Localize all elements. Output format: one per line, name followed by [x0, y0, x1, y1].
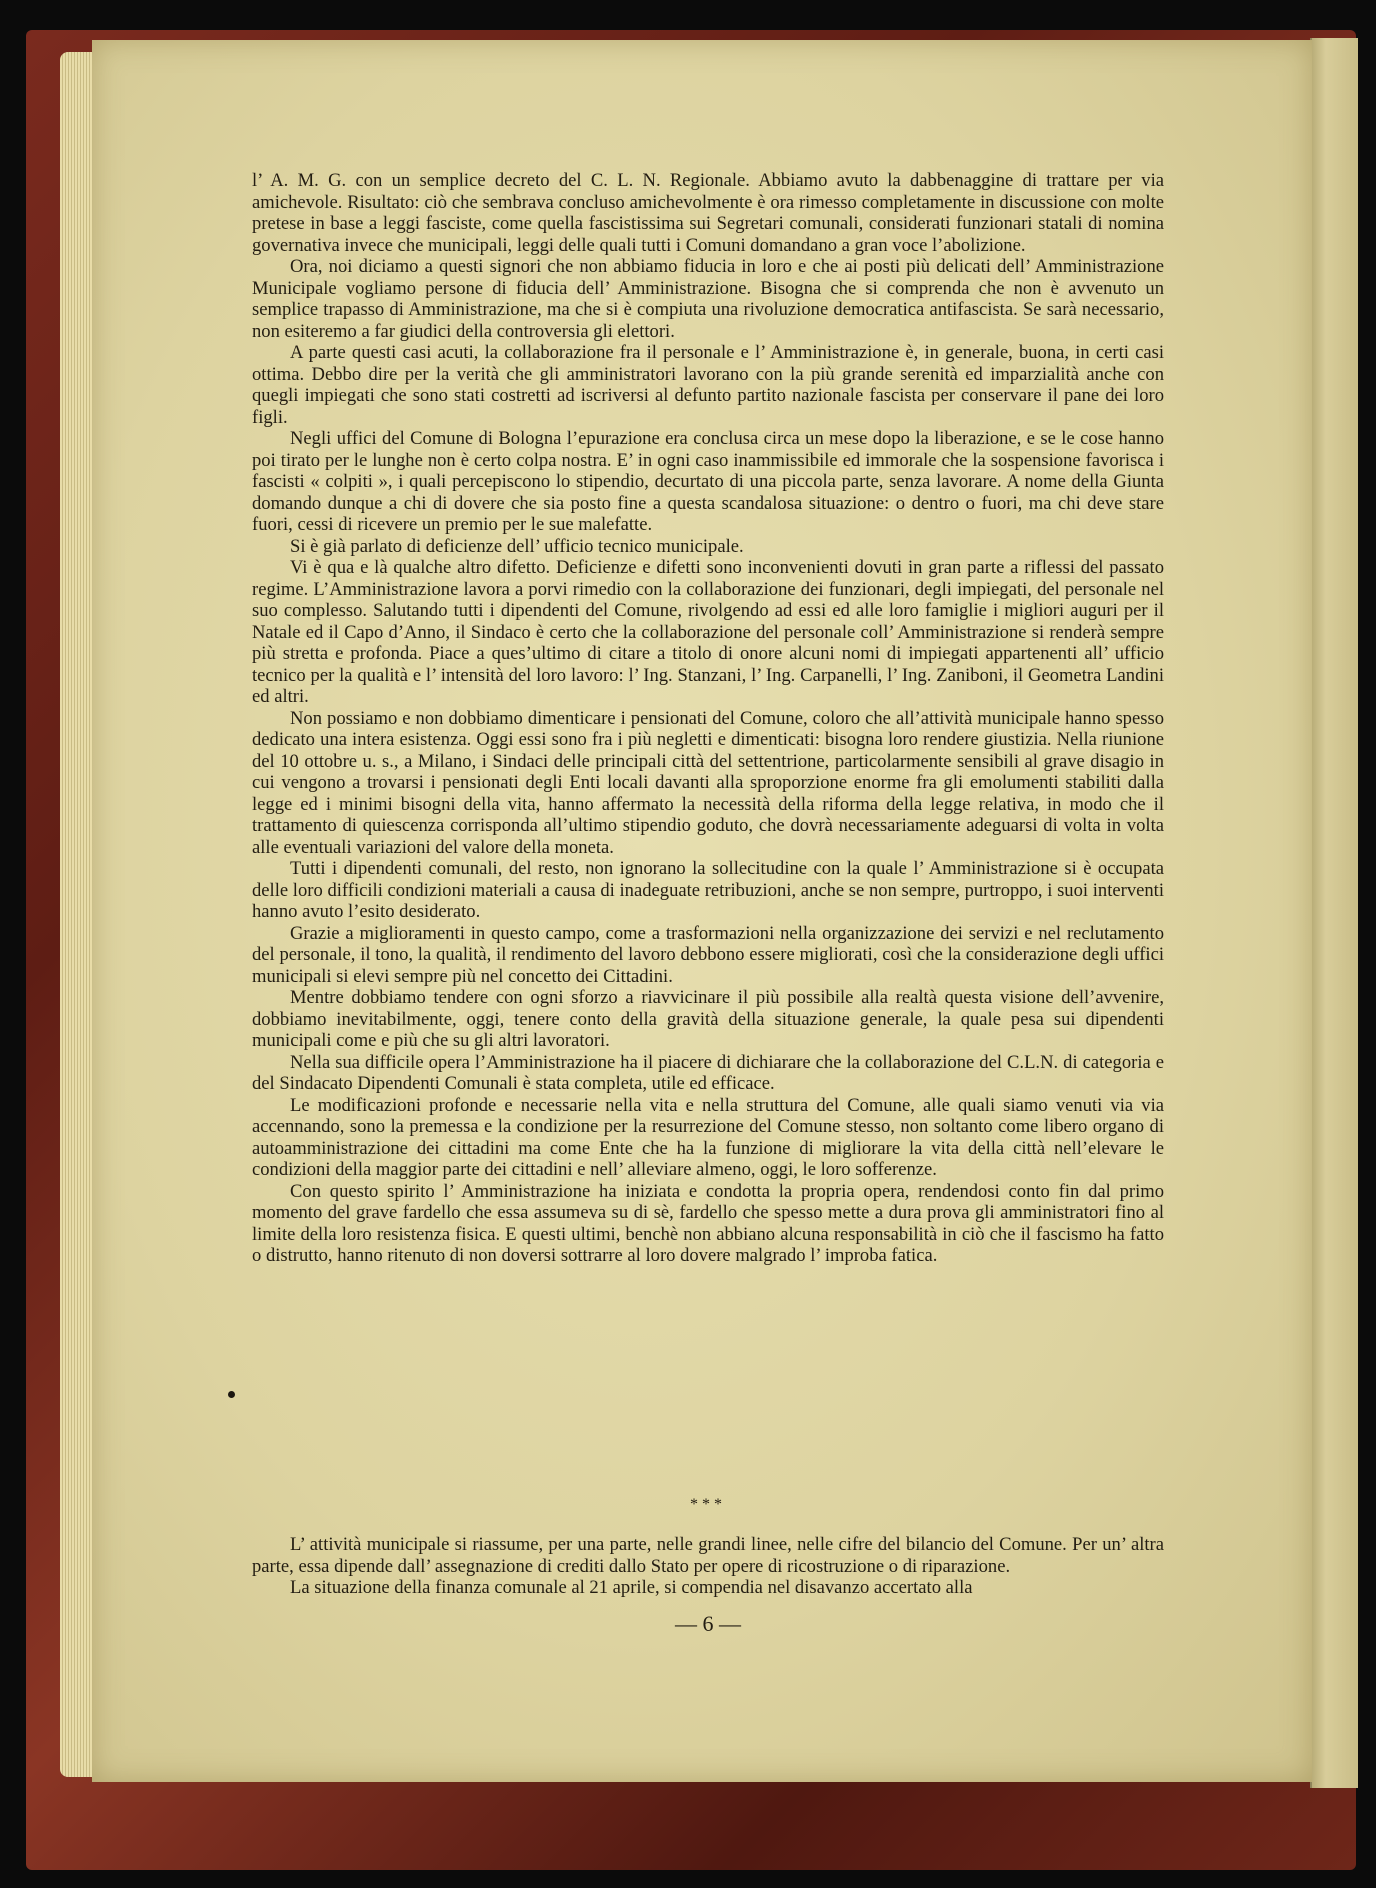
- paragraph: Negli uffici del Comune di Bologna l’epurazione era conclusa circa un mese dopo la liberazione, e se le cose hanno poi tirato per le lunghe non è certo colpa nostra. E’ in ogni caso inammissibile ed immorale che la sospensione favorisca i fascisti « colpiti », i quali percepiscono lo stipendio, decurtato di una piccola parte, senza lavorare. A nome della Giunta domando dunque a chi di dovere che sia posto fine a questa scandalosa situazione: o dentro o fuori, ma chi deve stare fuori, cessi di ricevere un premio per le sue malefatte.: [252, 428, 1164, 535]
- paragraph: Le modificazioni profonde e necessarie nella vita e nella struttura del Comune, alle quali siamo venuti via via accennando, sono la premessa e la condizione per la resurrezione del Comune stesso, non soltanto come libero organo di autoamministrazione dei cittadini ma come Ente che ha la funzione di migliorare la vita della città nell’elevare le condizioni della maggior parte dei cittadini e nell’ alleviare almeno, oggi, le loro sofferenze.: [252, 1094, 1164, 1180]
- page-edges: [60, 52, 96, 1777]
- paragraph: Non possiamo e non dobbiamo dimenticare i pensionati del Comune, coloro che all’attività municipale hanno spesso dedicato una intera esistenza. Oggi essi sono fra i più negletti e dimenticati: bisogna loro rendere giustizia. Nella riunione del 10 ottobre u. s., a Milano, i Sindaci delle principali città del settentrione, particolarmente sensibili al grave disagio in cui vengono a trovarsi i pensionati degli Enti locali davanti alla sproporzione enorme fra gli emolumenti stabiliti dalla legge ed i minimi bisogni della vita, hanno affermato la necessità della riforma della legge relativa, in modo che il trattamento di quiescenza corrisponda all’ultimo stipendio goduto, che dovrà necessariamente adeguarsi di volta in volta alle eventuali variazioni del valore della moneta.: [252, 707, 1164, 858]
- paragraph: Si è già parlato di deficienze dell’ ufficio tecnico municipale.: [290, 535, 744, 557]
- section-separator: ***: [690, 1496, 726, 1513]
- paragraph: Grazie a miglioramenti in questo campo, come a trasformazioni nella organizzazione dei servizi e nel reclutamento del personale, il tono, la qualità, il rendimento del lavoro debbono essere migliorati, così che la considerazione degli uffici municipali si elevi sempre più nel concetto dei Cittadini.: [252, 922, 1164, 987]
- paragraph: l’ A. M. G. con un semplice decreto del C. L. N. Regionale. Abbiamo avuto la dabbenaggine di trattare per via amichevole. Risultato: ciò che sembrava concluso amichevolmente è ora rimesso completamente in discussione con molte pretese in base a leggi fasciste, come quella fascistissima sui Segretari comunali, considerati funzionari statali di nomina governativa invece che municipali, leggi delle quali tutti i Comuni domandano a gran voce l’abolizione.: [252, 170, 1164, 256]
- main-text: [252, 170, 1164, 1267]
- paragraph: Con questo spirito l’ Amministrazione ha iniziata e condotta la propria opera, rendendosi conto fin dal primo momento del grave fardello che essa assumeva su di sè, fardello che spesso mette a dura prova gli amministratori fino al limite della loro resistenza fisica. E questi ultimi, benchè non abbiano alcuna responsabilità in ciò che il fascismo ha fatto o distrutto, hanno ritenuto di non doversi sottrarre al loro dovere malgrado l’ improba fatica.: [252, 1180, 1164, 1266]
- paragraph: Mentre dobbiamo tendere con ogni sforzo a riavvicinare il più possibile alla realtà questa visione dell’avvenire, dobbiamo inevitabilmente, oggi, tenere conto della gravità della situazione generale, la quale pesa sui dipendenti municipali come e più che su gli altri lavoratori.: [252, 987, 1164, 1051]
- paragraph: La situazione della finanza comunale al 21 aprile, si compendia nel disavanzo accertato alla: [290, 1577, 973, 1598]
- paragraph: L’ attività municipale si riassume, per una parte, nelle grandi linee, nelle cifre del bilancio del Comune. Per un’ altra parte, essa dipende dall’ assegnazione di crediti dallo Stato per opere di ricostruzione o di riparazione.: [252, 1534, 1164, 1577]
- main-text-continued: [252, 1534, 1164, 1599]
- paragraph: A parte questi casi acuti, la collaborazione fra il personale e l’ Amministrazione è, in generale, buona, in certi casi ottima. Debbo dire per la verità che gli amministratori lavorano con la più grande serenità ed imparzialità anche con quegli impiegati che sono stati costretti ad iscriversi al defunto partito nazionale fascista per conservare il pane dei loro figli.: [252, 342, 1164, 428]
- paragraph: Ora, noi diciamo a questi signori che non abbiamo fiducia in loro e che ai posti più delicati dell’ Amministrazione Municipale vogliamo persone di fiducia dell’ Amministrazione. Bisogna che si comprenda che non è avvenuto un semplice trapasso di Amministrazione, ma che si è compiuta una rivoluzione democratica antifascista. Se sarà necessario, non esiteremo a far giudici della controversia gli elettori.: [252, 256, 1164, 342]
- paragraph: Nella sua difficile opera l’Amministrazione ha il piacere di dichiarare che la collaborazione del C.L.N. di categoria e del Sindacato Dipendenti Comunali è stata completa, utile ed efficace.: [252, 1051, 1164, 1094]
- facing-page: [1310, 38, 1358, 1788]
- page-number: — 6 —: [675, 1611, 741, 1636]
- paragraph: Tutti i dipendenti comunali, del resto, non ignorano la sollecitudine con la quale l’ Amministrazione si è occupata delle loro difficili condizioni materiali a causa di inadeguate retribuzioni, anche se non sempre, purtroppo, i suoi interventi hanno avuto l’esito desiderato.: [252, 858, 1164, 922]
- paragraph: Vi è qua e là qualche altro difetto. Deficienze e difetti sono inconvenienti dovuti in gran parte a riflessi del passato regime. L’Amministrazione lavora a porvi rimedio con la collaborazione dei funzionari, degli impiegati, del personale nel suo complesso. Salutando tutti i dipendenti del Comune, rivolgendo ad essi ed alle loro famiglie i migliori auguri per il Natale ed il Capo d’Anno, il Sindaco è certo che la collaborazione del personale coll’ Amministrazione si renderà sempre più stretta e profonda. Piace a ques’ultimo di citare a titolo di onore alcuni nomi di impiegati appartenenti all’ ufficio tecnico per la qualità e l’ intensità del loro lavoro: l’ Ing. Stanzani, l’ Ing. Carpanelli, l’ Ing. Zaniboni, il Geometra Landini ed altri.: [252, 557, 1164, 707]
- ink-dot: [228, 1391, 235, 1398]
